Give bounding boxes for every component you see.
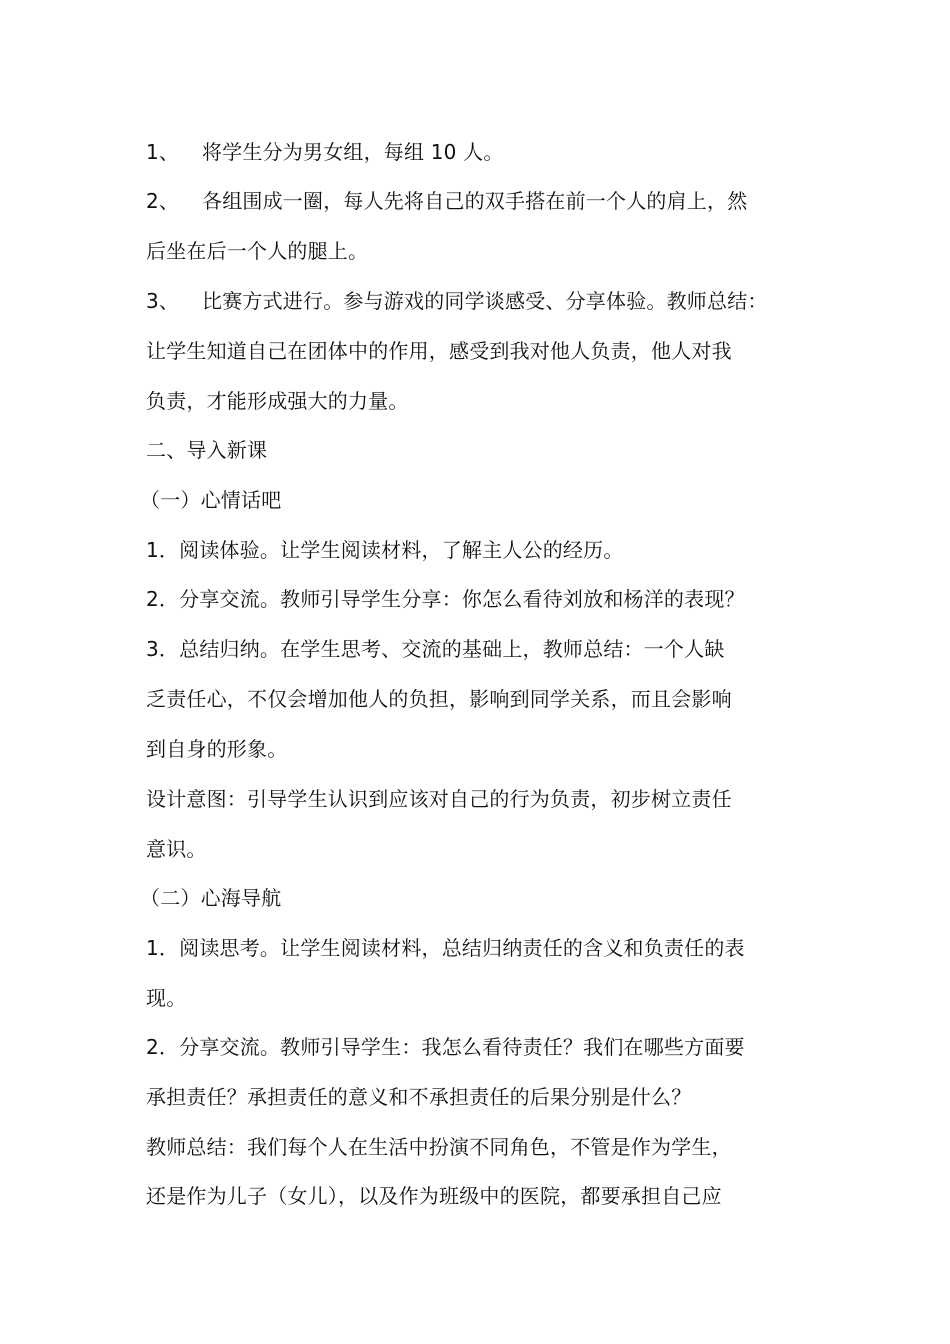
paragraph-summary-line1: 3．总结归纳。在学生思考、交流的基础上，教师总结：一个人缺 [146,637,725,661]
paragraph-thinking-line2: 现。 [146,986,187,1010]
design-intent-line2: 意识。 [146,837,207,861]
teacher-summary-line2: 还是作为儿子（女儿），以及作为班级中的医院，都要承担自己应 [146,1184,722,1208]
design-intent-line1: 设计意图：引导学生认识到应该对自己的行为负责，初步树立责任 [146,787,732,811]
paragraph-summary-line3: 到自身的形象。 [146,737,288,761]
paragraph-reading: 1．阅读体验。让学生阅读材料，了解主人公的经历。 [146,538,624,562]
list-item-2-number: 2、 [146,189,180,213]
subsection-heading-2: （二）心海导航 [140,886,282,910]
paragraph-thinking-line1: 1．阅读思考。让学生阅读材料，总结归纳责任的含义和负责任的表 [146,936,745,960]
paragraph-summary-line2: 乏责任心，不仅会增加他人的负担，影响到同学关系，而且会影响 [146,687,732,711]
list-item-3-text-line3: 负责，才能形成强大的力量。 [146,389,409,413]
teacher-summary-line1: 教师总结：我们每个人在生活中扮演不同角色，不管是作为学生， [146,1135,732,1159]
paragraph-sharing: 2．分享交流。教师引导学生分享：你怎么看待刘放和杨洋的表现？ [146,587,745,611]
list-item-3 [146,289,768,313]
section-heading-2: 二、导入新课 [146,438,268,462]
list-item-1-number: 1、 [146,140,180,164]
subsection-heading-1: （一）心情话吧 [140,488,282,512]
list-item-3-number: 3、 [146,289,180,313]
list-item-2-text-line2: 后坐在后一个人的腿上。 [146,239,369,263]
list-item-1-text: 将学生分为男女组，每组 10 人。 [202,140,504,164]
list-item-1 [146,140,504,164]
paragraph-exchange-line2: 承担责任？承担责任的意义和不承担责任的后果分别是什么？ [146,1085,692,1109]
list-item-3-text-line1: 比赛方式进行。参与游戏的同学谈感受、分享体验。教师总结： [202,289,768,313]
paragraph-exchange-line1: 2．分享交流。教师引导学生：我怎么看待责任？我们在哪些方面要 [146,1035,745,1059]
list-item-2-text-line1: 各组围成一圈，每人先将自己的双手搭在前一个人的肩上，然 [202,189,748,213]
list-item-3-text-line2: 让学生知道自己在团体中的作用，感受到我对他人负责，他人对我 [146,339,732,363]
list-item-2 [146,189,747,213]
